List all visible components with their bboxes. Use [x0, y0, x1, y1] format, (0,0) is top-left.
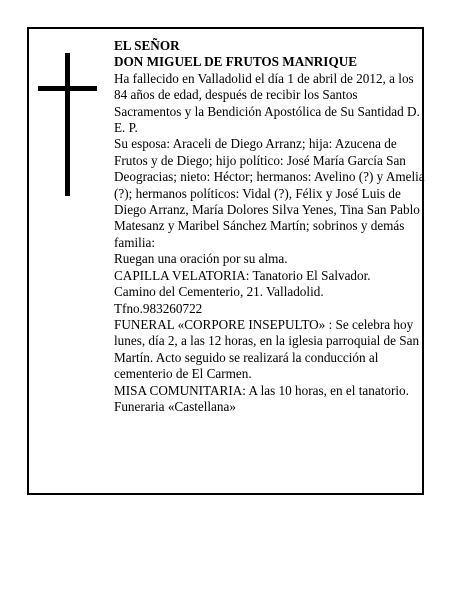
funeral-info: FUNERAL «CORPORE INSEPULTO» : Se celebra hoy lunes, día 2, a las 12 horas, en la iglesia parroquial de San Martín. Acto seguido se realizará la conducción al cementerio de El Carmen. [114, 316, 420, 382]
mass-info: MISA COMUNITARIA: A las 10 horas, en el tanatorio. [114, 382, 409, 398]
obituary-text [114, 38, 426, 415]
chapel-name: CAPILLA VELATORIA: Tanatorio El Salvador. [114, 267, 371, 283]
deceased-name: DON MIGUEL DE FRUTOS MANRIQUE [114, 54, 358, 70]
chapel-address: Camino del Cementerio, 21. Valladolid. [114, 284, 324, 300]
death-info: Ha fallecido en Valladolid el día 1 de abril de 2012, a los 84 años de edad, después de recibir los Santos Sacramentos y la Bendición Apostólica de Su Santidad D. E. P. [114, 70, 420, 136]
family-list: Su esposa: Araceli de Diego Arranz; hija: Azucena de Frutos y de Diego; hijo político: José María García San Deogracias; nieto: Héctor; hermanos: Avelino (?) y Amelia (?); hermanos políticos: Vidal (?), Félix y José Luis de Diego Arranz, María Dolores Silva Yenes, Tina San Pablo Matesanz y Maribel Sánchez Martín; sobrinos y demás familia: [114, 136, 425, 250]
cross-icon [65, 53, 70, 196]
funeral-home: Funeraria «Castellana» [114, 398, 236, 414]
prayer-request: Ruegan una oración por su alma. [114, 251, 288, 267]
cross-icon-bar [38, 86, 97, 91]
title-line-1: EL SEÑOR [114, 38, 180, 53]
phone-number: Tfno.983260722 [114, 300, 203, 316]
